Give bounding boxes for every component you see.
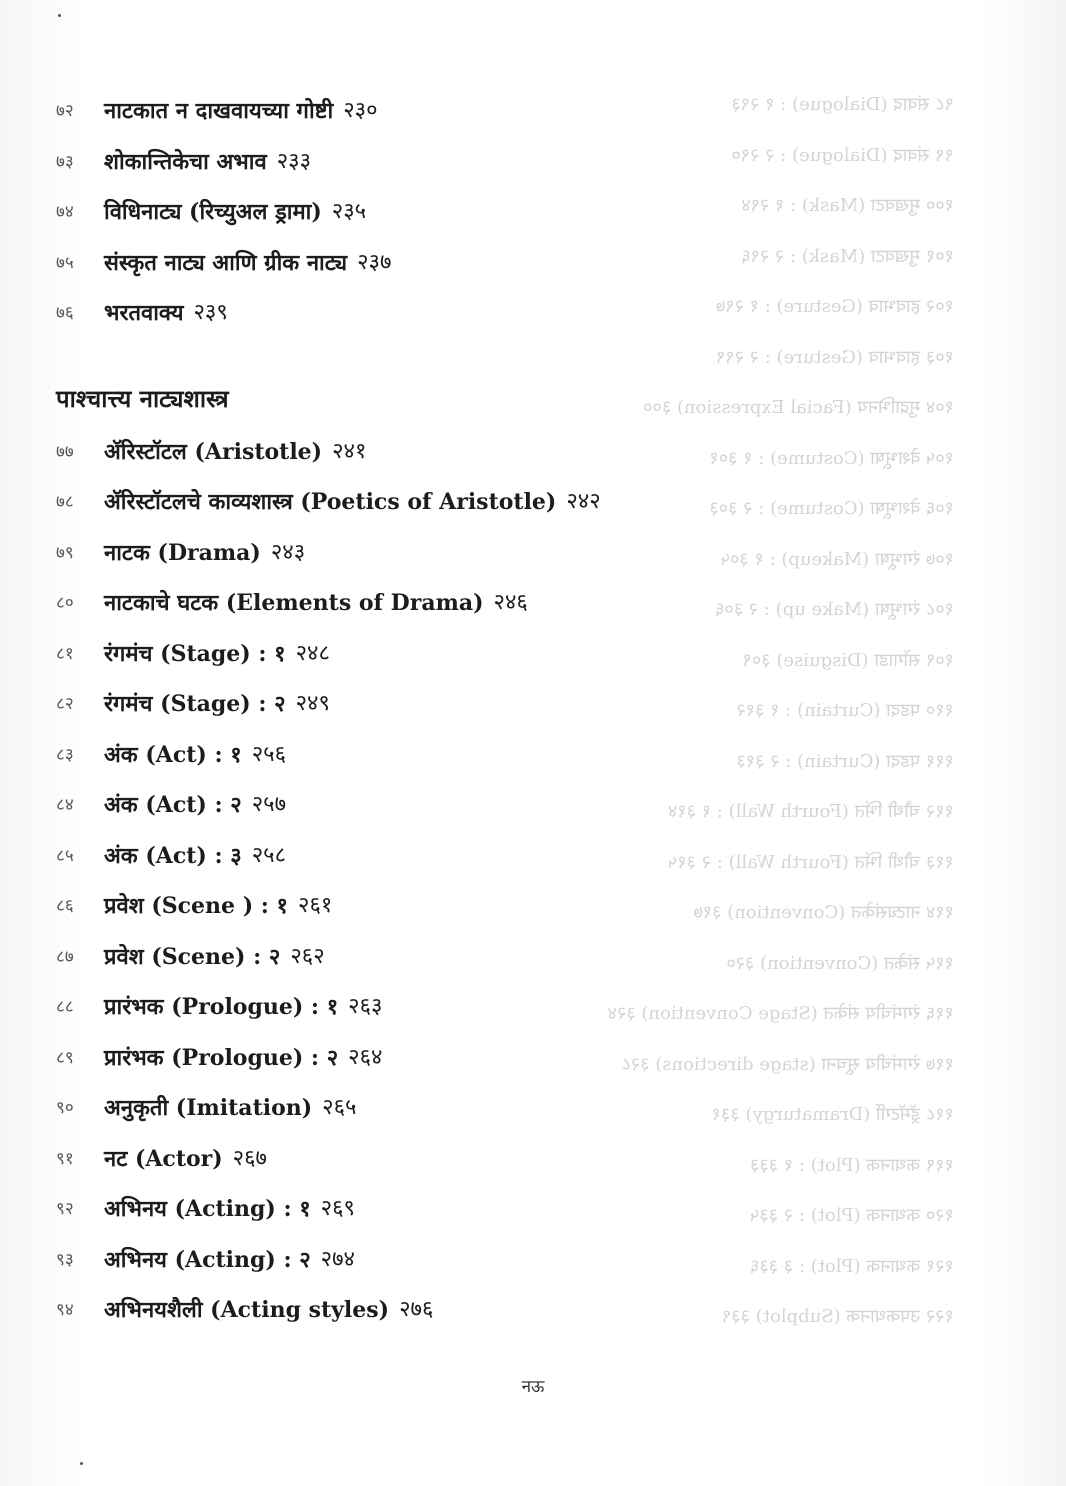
- entry-page-number: २३०: [343, 98, 378, 124]
- bleed-through-line: ११८ ड्रॅमॅटर्गी (Dramaturgy) ३३१: [711, 1104, 954, 1125]
- entry-page-number: २७६: [399, 1297, 434, 1323]
- bleed-through-line: ११७ रंगमंचीय सूचना (stage directions) ३२८: [621, 1053, 954, 1075]
- toc-entry: [56, 578, 816, 629]
- bleed-through-line: १०२ हावभाव (Gesture) : १ २९७: [715, 296, 954, 317]
- entry-title: अंक (Act) : २: [104, 792, 242, 819]
- bleed-through-line: १०४ मुद्राभिनय (Facial Expression) ३००: [643, 397, 954, 418]
- entry-title: अंक (Act) : १: [104, 741, 242, 768]
- bleed-through-line: ११० पडदा (Curtain) : १ ३१२: [736, 700, 954, 721]
- bleed-through-line: १०५ वेशभूषा (Costume) : १ ३०१: [709, 447, 954, 469]
- entry-number: ८४: [56, 795, 74, 816]
- entry-page-number: २७४: [320, 1246, 355, 1272]
- entry-number: ९१: [56, 1148, 74, 1169]
- toc-entry: [56, 477, 816, 528]
- page-speck: [80, 1462, 83, 1465]
- entry-page-number: २३५: [331, 199, 367, 225]
- bleed-through-line: ११५ संकेत (Convention) ३२०: [726, 952, 954, 974]
- section-heading: पाश्चात्त्य नाट्यशास्त्र: [56, 383, 229, 413]
- entry-number: ९०: [56, 1098, 74, 1119]
- toc-entry: [56, 831, 816, 882]
- entry-page-number: २४८: [295, 640, 330, 666]
- entry-page-number: २३३: [276, 148, 312, 174]
- bleed-through-line: १०० मुखवटा (Mask) : १ २९४: [741, 195, 954, 216]
- toc-entry: [56, 187, 816, 238]
- entry-number: ७८: [56, 492, 74, 513]
- entry-page-number: २३७: [357, 249, 392, 275]
- entry-page-number: २४६: [493, 590, 528, 616]
- bleed-through-line: १०९ सोंगाडा (Disguise) ३०९: [742, 649, 954, 671]
- entry-title: संस्कृत नाट्य आणि ग्रीक नाट्य: [104, 249, 348, 276]
- entry-title: अभिनय (Acting) : २: [104, 1246, 311, 1273]
- entry-title: अभिनय (Acting) : १: [104, 1196, 311, 1223]
- bleed-through-line: ९९ संवाद (Dialogue) : २ २९०: [731, 144, 954, 166]
- entry-title: प्रवेश (Scene) : २: [104, 943, 281, 970]
- entry-number: ७२: [56, 101, 74, 122]
- toc-entry: [56, 288, 816, 339]
- entry-page-number: २६३: [348, 994, 383, 1020]
- bleed-through-line: ११२ चौथी भिंत (Fourth Wall) : १ ३१४: [667, 801, 954, 822]
- entry-number: ७३: [56, 151, 74, 172]
- entry-number: ७९: [56, 542, 74, 563]
- entry-number: ८८: [56, 997, 74, 1018]
- toc-entry: [56, 137, 816, 188]
- entry-number: ७५: [56, 252, 74, 273]
- entry-number: ७६: [56, 303, 74, 324]
- entry-page-number: २६१: [298, 893, 333, 919]
- entry-title: नाटक (Drama): [104, 539, 261, 566]
- toc-entry: [56, 932, 816, 983]
- entry-title: नाटकात न दाखवायच्या गोष्टी: [104, 98, 334, 125]
- entry-title: प्रारंभक (Prologue) : १: [104, 994, 339, 1021]
- entry-title: शोकान्तिकेचा अभाव: [104, 148, 267, 175]
- bleed-through-line: १०७ रंगभूषा (Makeup) : १ ३०५: [720, 548, 954, 570]
- entry-number: ७७: [56, 441, 74, 462]
- entry-title: नट (Actor): [104, 1145, 223, 1172]
- toc-entry: [56, 1235, 816, 1286]
- bleed-through-line: १२१ कथानक (Plot) : ३ ३३६: [750, 1255, 954, 1277]
- page-speck: [58, 14, 61, 17]
- entry-number: ८७: [56, 946, 74, 967]
- bleed-through-line: १२० कथानक (Plot) : २ ३३५: [750, 1205, 954, 1226]
- entry-number: ८६: [56, 896, 74, 917]
- entry-number: ७४: [56, 202, 74, 223]
- entry-page-number: २४३: [270, 539, 306, 565]
- bleed-through-line: ९८ संवाद (Dialogue) : १ २९३: [731, 94, 954, 115]
- toc-entry: [56, 1083, 816, 1134]
- bleed-through-line: १०८ रंगभूषा (Make up) : २ ३०६: [714, 599, 954, 620]
- entry-page-number: २६७: [232, 1145, 267, 1171]
- toc-entry: [56, 780, 816, 831]
- toc-section-western-dramaturgy: [56, 379, 816, 1336]
- entry-number: ९३: [56, 1249, 74, 1270]
- entry-title: प्रवेश (Scene ) : १: [104, 893, 288, 920]
- toc-entry: [56, 1184, 816, 1235]
- entry-number: ८९: [56, 1047, 74, 1068]
- entry-page-number: २६९: [320, 1196, 355, 1222]
- toc-section-continued: [56, 86, 816, 339]
- entry-title: भरतवाक्य: [104, 300, 184, 327]
- entry-number: ८१: [56, 643, 74, 664]
- toc-entry: [56, 982, 816, 1033]
- toc-entry: [56, 629, 816, 680]
- entry-page-number: २३९: [193, 300, 228, 326]
- entry-page-number: २६४: [348, 1044, 383, 1070]
- bleed-through-line: ११६ रंगमंचीय संकेत (Stage Convention) ३२४: [607, 1003, 954, 1024]
- toc-entry: [56, 427, 816, 478]
- entry-page-number: २४२: [566, 489, 601, 515]
- bleed-through-line: १०१ मुखवटा (Mask) : २ २९६: [741, 245, 954, 267]
- entry-page-number: २४९: [295, 691, 330, 717]
- entry-page-number: २६२: [290, 943, 325, 969]
- entry-title: प्रारंभक (Prologue) : २: [104, 1044, 339, 1071]
- entry-page-number: २४१: [332, 438, 367, 464]
- toc-entry: [56, 1134, 816, 1185]
- bleed-through-line: १२२ उपकथानक (Subplot) ३३९: [721, 1306, 954, 1327]
- bleed-through-line: ११९ कथानक (Plot) : १ ३३३: [750, 1154, 954, 1176]
- entry-title: ॲरिस्टॉटलचे काव्यशास्त्र (Poetics of Aristotle): [104, 489, 557, 516]
- bleed-through-line: १०३ हावभाव (Gesture) : २ २९९: [715, 346, 954, 368]
- entry-title: अभिनयशैली (Acting styles): [104, 1297, 390, 1324]
- entry-title: विधिनाट्य (रिच्युअल ड्रामा): [104, 199, 322, 226]
- toc-entry: [56, 881, 816, 932]
- entry-number: ८५: [56, 845, 74, 866]
- toc-entry: [56, 679, 816, 730]
- entry-page-number: २५७: [251, 792, 287, 818]
- entry-page-number: २५६: [251, 741, 287, 767]
- toc-entry: [56, 1033, 816, 1084]
- bleed-through-line: ११४ नाट्यसंकेत (Convention) ३१७: [693, 902, 954, 923]
- toc-entry: [56, 730, 816, 781]
- entry-number: ८३: [56, 744, 74, 765]
- bleed-through-line: ११३ चौथी भिंत (Fourth Wall) : २ ३१५: [667, 851, 954, 873]
- bleed-through-line: १०६ वेशभूषा (Costume) : २ ३०३: [709, 498, 954, 519]
- toc-entry: [56, 1285, 816, 1336]
- entry-title: नाटकाचे घटक (Elements of Drama): [104, 590, 484, 617]
- entry-title: रंगमंच (Stage) : २: [104, 691, 286, 718]
- toc-entry: [56, 238, 816, 289]
- bleed-through-line: १११ पडदा (Curtain) : २ ३१३: [736, 750, 954, 772]
- entry-number: ९२: [56, 1199, 74, 1220]
- entry-number: ९४: [56, 1300, 74, 1321]
- entry-number: ८०: [56, 593, 74, 614]
- entry-page-number: २६५: [322, 1095, 357, 1121]
- entry-title: रंगमंच (Stage) : १: [104, 640, 286, 667]
- entry-title: अंक (Act) : ३: [104, 842, 242, 869]
- page-number: नऊ: [521, 1377, 545, 1397]
- entry-number: ८२: [56, 694, 74, 715]
- entry-title: अनुकृती (Imitation): [104, 1095, 313, 1122]
- toc-entry: [56, 86, 816, 137]
- toc-entry: [56, 528, 816, 579]
- entry-page-number: २५८: [251, 842, 287, 868]
- entry-title: ॲरिस्टॉटल (Aristotle): [104, 438, 323, 465]
- table-of-contents: [56, 86, 816, 1336]
